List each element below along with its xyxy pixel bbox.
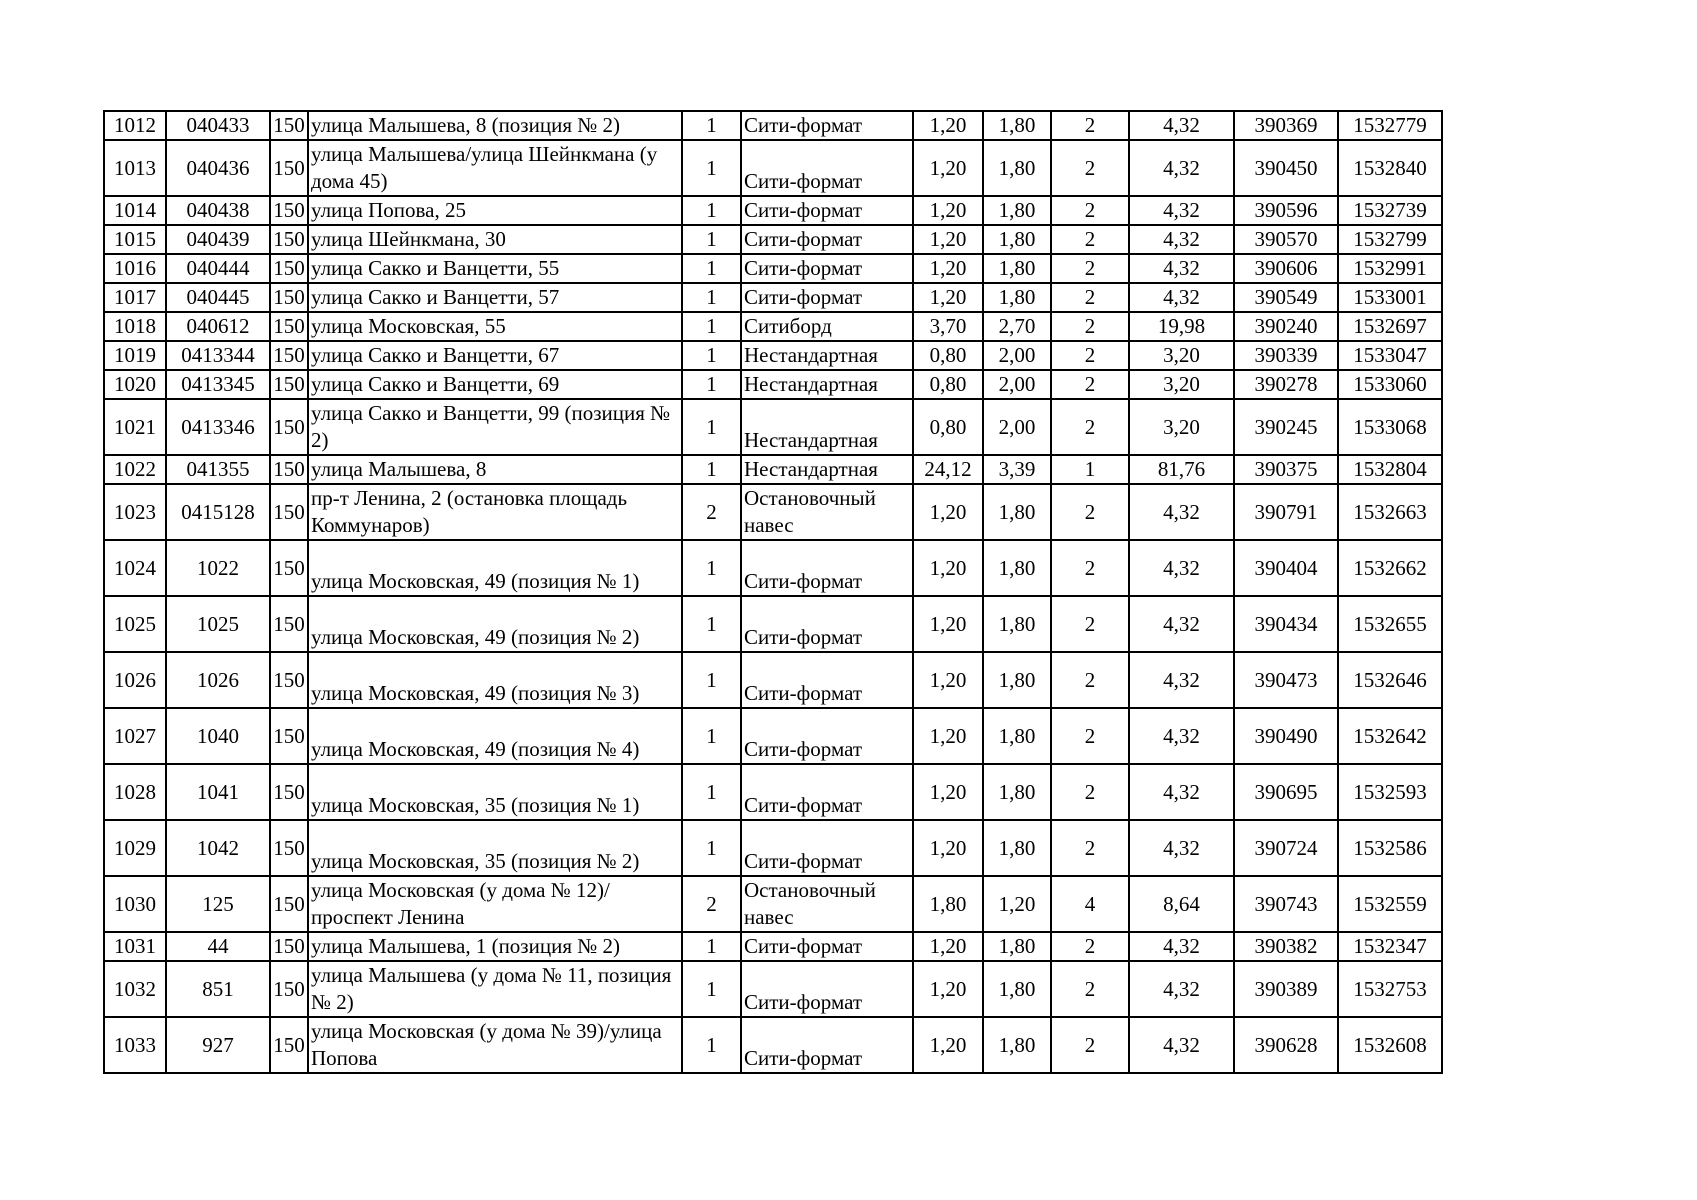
height-value: 1,80 bbox=[983, 540, 1051, 596]
table-row bbox=[104, 596, 1442, 652]
structure-code: 125 bbox=[166, 876, 270, 932]
table-row bbox=[104, 399, 1442, 455]
zone-value: 150 bbox=[270, 140, 308, 196]
height-value: 1,80 bbox=[983, 764, 1051, 820]
coord-x: 390434 bbox=[1234, 596, 1338, 652]
address: улица Малышева (у дома № 11, позиция № 2) bbox=[308, 961, 682, 1017]
table-row bbox=[104, 140, 1442, 196]
structure-code: 851 bbox=[166, 961, 270, 1017]
zone-value: 150 bbox=[270, 764, 308, 820]
width-value: 1,20 bbox=[913, 764, 983, 820]
zone-value: 150 bbox=[270, 399, 308, 455]
zone-value: 150 bbox=[270, 341, 308, 370]
width-value: 1,20 bbox=[913, 283, 983, 312]
height-value: 1,80 bbox=[983, 225, 1051, 254]
area-value: 3,20 bbox=[1129, 399, 1234, 455]
zone-value: 150 bbox=[270, 596, 308, 652]
sides-count: 1 bbox=[682, 111, 741, 140]
sides-count: 1 bbox=[682, 961, 741, 1017]
faces-count: 4 bbox=[1051, 876, 1129, 932]
structure-type: Сити-формат bbox=[741, 225, 913, 254]
row-number: 1025 bbox=[104, 596, 166, 652]
sides-count: 1 bbox=[682, 196, 741, 225]
faces-count: 2 bbox=[1051, 225, 1129, 254]
coord-y: 1532804 bbox=[1338, 455, 1442, 484]
structure-type: Сити-формат bbox=[741, 961, 913, 1017]
width-value: 1,20 bbox=[913, 652, 983, 708]
area-value: 4,32 bbox=[1129, 820, 1234, 876]
coord-x: 390339 bbox=[1234, 341, 1338, 370]
row-number: 1022 bbox=[104, 455, 166, 484]
zone-value: 150 bbox=[270, 196, 308, 225]
sides-count: 1 bbox=[682, 596, 741, 652]
row-number: 1026 bbox=[104, 652, 166, 708]
address: улица Московская, 55 bbox=[308, 312, 682, 341]
row-number: 1021 bbox=[104, 399, 166, 455]
row-number: 1027 bbox=[104, 708, 166, 764]
row-number: 1028 bbox=[104, 764, 166, 820]
faces-count: 2 bbox=[1051, 708, 1129, 764]
width-value: 1,20 bbox=[913, 596, 983, 652]
width-value: 1,20 bbox=[913, 484, 983, 540]
table-row bbox=[104, 961, 1442, 1017]
faces-count: 2 bbox=[1051, 932, 1129, 961]
height-value: 1,80 bbox=[983, 820, 1051, 876]
faces-count: 2 bbox=[1051, 254, 1129, 283]
width-value: 24,12 bbox=[913, 455, 983, 484]
zone-value: 150 bbox=[270, 820, 308, 876]
sides-count: 1 bbox=[682, 652, 741, 708]
row-number: 1015 bbox=[104, 225, 166, 254]
structure-type: Сити-формат bbox=[741, 254, 913, 283]
table-row bbox=[104, 196, 1442, 225]
width-value: 1,20 bbox=[913, 196, 983, 225]
zone-value: 150 bbox=[270, 961, 308, 1017]
coord-y: 1533068 bbox=[1338, 399, 1442, 455]
table-row bbox=[104, 932, 1442, 961]
height-value: 2,00 bbox=[983, 399, 1051, 455]
coord-x: 390570 bbox=[1234, 225, 1338, 254]
address: улица Попова, 25 bbox=[308, 196, 682, 225]
area-value: 4,32 bbox=[1129, 254, 1234, 283]
zone-value: 150 bbox=[270, 370, 308, 399]
area-value: 4,32 bbox=[1129, 596, 1234, 652]
coord-x: 390369 bbox=[1234, 111, 1338, 140]
sides-count: 1 bbox=[682, 932, 741, 961]
table-row bbox=[104, 341, 1442, 370]
address: улица Московская, 35 (позиция № 2) bbox=[308, 820, 682, 876]
structure-type: Сити-формат bbox=[741, 708, 913, 764]
area-value: 4,32 bbox=[1129, 140, 1234, 196]
coord-x: 390628 bbox=[1234, 1017, 1338, 1073]
row-number: 1014 bbox=[104, 196, 166, 225]
table-row bbox=[104, 283, 1442, 312]
sides-count: 1 bbox=[682, 254, 741, 283]
area-value: 4,32 bbox=[1129, 652, 1234, 708]
table-row bbox=[104, 540, 1442, 596]
address: улица Малышева, 1 (позиция № 2) bbox=[308, 932, 682, 961]
structure-type: Сити-формат bbox=[741, 820, 913, 876]
zone-value: 150 bbox=[270, 540, 308, 596]
faces-count: 2 bbox=[1051, 341, 1129, 370]
zone-value: 150 bbox=[270, 652, 308, 708]
coord-y: 1532840 bbox=[1338, 140, 1442, 196]
height-value: 1,80 bbox=[983, 652, 1051, 708]
coord-y: 1532642 bbox=[1338, 708, 1442, 764]
faces-count: 2 bbox=[1051, 140, 1129, 196]
height-value: 1,80 bbox=[983, 140, 1051, 196]
structure-code: 041355 bbox=[166, 455, 270, 484]
width-value: 1,20 bbox=[913, 961, 983, 1017]
faces-count: 2 bbox=[1051, 764, 1129, 820]
zone-value: 150 bbox=[270, 225, 308, 254]
structure-code: 040438 bbox=[166, 196, 270, 225]
faces-count: 2 bbox=[1051, 283, 1129, 312]
address: улица Московская (у дома № 39)/улица Попова bbox=[308, 1017, 682, 1073]
faces-count: 2 bbox=[1051, 596, 1129, 652]
structure-type: Сити-формат bbox=[741, 283, 913, 312]
zone-value: 150 bbox=[270, 876, 308, 932]
structure-code: 1026 bbox=[166, 652, 270, 708]
structure-code: 040439 bbox=[166, 225, 270, 254]
structure-code: 0413346 bbox=[166, 399, 270, 455]
row-number: 1029 bbox=[104, 820, 166, 876]
area-value: 3,20 bbox=[1129, 370, 1234, 399]
area-value: 4,32 bbox=[1129, 484, 1234, 540]
area-value: 81,76 bbox=[1129, 455, 1234, 484]
height-value: 1,80 bbox=[983, 961, 1051, 1017]
height-value: 1,80 bbox=[983, 111, 1051, 140]
address: улица Московская, 49 (позиция № 4) bbox=[308, 708, 682, 764]
faces-count: 2 bbox=[1051, 540, 1129, 596]
zone-value: 150 bbox=[270, 254, 308, 283]
coord-y: 1532347 bbox=[1338, 932, 1442, 961]
coord-y: 1532662 bbox=[1338, 540, 1442, 596]
width-value: 0,80 bbox=[913, 370, 983, 399]
height-value: 1,80 bbox=[983, 484, 1051, 540]
faces-count: 2 bbox=[1051, 820, 1129, 876]
structure-code: 040433 bbox=[166, 111, 270, 140]
coord-x: 390791 bbox=[1234, 484, 1338, 540]
coord-y: 1532779 bbox=[1338, 111, 1442, 140]
height-value: 1,80 bbox=[983, 196, 1051, 225]
zone-value: 150 bbox=[270, 455, 308, 484]
structure-code: 040445 bbox=[166, 283, 270, 312]
height-value: 2,70 bbox=[983, 312, 1051, 341]
sides-count: 1 bbox=[682, 820, 741, 876]
coord-x: 390606 bbox=[1234, 254, 1338, 283]
address: улица Шейнкмана, 30 bbox=[308, 225, 682, 254]
area-value: 4,32 bbox=[1129, 708, 1234, 764]
sides-count: 2 bbox=[682, 484, 741, 540]
row-number: 1018 bbox=[104, 312, 166, 341]
sides-count: 1 bbox=[682, 283, 741, 312]
structure-code: 1042 bbox=[166, 820, 270, 876]
faces-count: 2 bbox=[1051, 484, 1129, 540]
structure-code: 1040 bbox=[166, 708, 270, 764]
sides-count: 1 bbox=[682, 455, 741, 484]
width-value: 1,20 bbox=[913, 820, 983, 876]
address: улица Сакко и Ванцетти, 57 bbox=[308, 283, 682, 312]
width-value: 1,20 bbox=[913, 225, 983, 254]
sides-count: 1 bbox=[682, 225, 741, 254]
zone-value: 150 bbox=[270, 708, 308, 764]
row-number: 1019 bbox=[104, 341, 166, 370]
faces-count: 2 bbox=[1051, 370, 1129, 399]
address: улица Московская (у дома № 12)/проспект Ленина bbox=[308, 876, 682, 932]
structure-type: Сити-формат bbox=[741, 540, 913, 596]
area-value: 4,32 bbox=[1129, 961, 1234, 1017]
height-value: 1,80 bbox=[983, 1017, 1051, 1073]
structure-code: 927 bbox=[166, 1017, 270, 1073]
structure-type: Сити-формат bbox=[741, 140, 913, 196]
address: улица Малышева, 8 (позиция № 2) bbox=[308, 111, 682, 140]
sides-count: 2 bbox=[682, 876, 741, 932]
address: улица Московская, 49 (позиция № 1) bbox=[308, 540, 682, 596]
width-value: 1,20 bbox=[913, 254, 983, 283]
faces-count: 2 bbox=[1051, 196, 1129, 225]
table-row bbox=[104, 484, 1442, 540]
coord-y: 1533001 bbox=[1338, 283, 1442, 312]
table-row bbox=[104, 111, 1442, 140]
row-number: 1033 bbox=[104, 1017, 166, 1073]
sides-count: 1 bbox=[682, 399, 741, 455]
zone-value: 150 bbox=[270, 484, 308, 540]
height-value: 3,39 bbox=[983, 455, 1051, 484]
structure-type: Сити-формат bbox=[741, 596, 913, 652]
coord-x: 390724 bbox=[1234, 820, 1338, 876]
row-number: 1016 bbox=[104, 254, 166, 283]
structure-code: 1025 bbox=[166, 596, 270, 652]
width-value: 3,70 bbox=[913, 312, 983, 341]
table-row bbox=[104, 652, 1442, 708]
coord-y: 1532655 bbox=[1338, 596, 1442, 652]
coord-y: 1532663 bbox=[1338, 484, 1442, 540]
area-value: 3,20 bbox=[1129, 341, 1234, 370]
row-number: 1017 bbox=[104, 283, 166, 312]
structure-code: 040444 bbox=[166, 254, 270, 283]
area-value: 8,64 bbox=[1129, 876, 1234, 932]
coord-y: 1532559 bbox=[1338, 876, 1442, 932]
coord-x: 390549 bbox=[1234, 283, 1338, 312]
coord-y: 1532697 bbox=[1338, 312, 1442, 341]
area-value: 4,32 bbox=[1129, 540, 1234, 596]
area-value: 4,32 bbox=[1129, 764, 1234, 820]
height-value: 1,80 bbox=[983, 283, 1051, 312]
width-value: 1,20 bbox=[913, 708, 983, 764]
sides-count: 1 bbox=[682, 140, 741, 196]
faces-count: 2 bbox=[1051, 312, 1129, 341]
structure-code: 44 bbox=[166, 932, 270, 961]
coord-x: 390596 bbox=[1234, 196, 1338, 225]
structure-type: Ситиборд bbox=[741, 312, 913, 341]
structure-code: 0415128 bbox=[166, 484, 270, 540]
address: улица Малышева/улица Шейнкмана (у дома 45) bbox=[308, 140, 682, 196]
faces-count: 2 bbox=[1051, 1017, 1129, 1073]
height-value: 1,80 bbox=[983, 254, 1051, 283]
structure-type: Нестандартная bbox=[741, 370, 913, 399]
zone-value: 150 bbox=[270, 312, 308, 341]
coord-x: 390404 bbox=[1234, 540, 1338, 596]
faces-count: 2 bbox=[1051, 652, 1129, 708]
faces-count: 2 bbox=[1051, 961, 1129, 1017]
table-row bbox=[104, 225, 1442, 254]
height-value: 1,80 bbox=[983, 932, 1051, 961]
area-value: 4,32 bbox=[1129, 1017, 1234, 1073]
area-value: 4,32 bbox=[1129, 111, 1234, 140]
width-value: 1,20 bbox=[913, 932, 983, 961]
structure-type: Сити-формат bbox=[741, 932, 913, 961]
faces-count: 2 bbox=[1051, 111, 1129, 140]
structure-code: 0413344 bbox=[166, 341, 270, 370]
coord-x: 390473 bbox=[1234, 652, 1338, 708]
structure-code: 040436 bbox=[166, 140, 270, 196]
zone-value: 150 bbox=[270, 283, 308, 312]
sides-count: 1 bbox=[682, 540, 741, 596]
area-value: 4,32 bbox=[1129, 196, 1234, 225]
coord-y: 1532991 bbox=[1338, 254, 1442, 283]
coord-x: 390450 bbox=[1234, 140, 1338, 196]
structure-code: 0413345 bbox=[166, 370, 270, 399]
coord-y: 1532753 bbox=[1338, 961, 1442, 1017]
coord-x: 390490 bbox=[1234, 708, 1338, 764]
table-row bbox=[104, 455, 1442, 484]
width-value: 1,20 bbox=[913, 540, 983, 596]
address: улица Малышева, 8 bbox=[308, 455, 682, 484]
table-row bbox=[104, 708, 1442, 764]
width-value: 1,20 bbox=[913, 111, 983, 140]
row-number: 1032 bbox=[104, 961, 166, 1017]
coord-y: 1532586 bbox=[1338, 820, 1442, 876]
table-row bbox=[104, 820, 1442, 876]
structure-type: Сити-формат bbox=[741, 196, 913, 225]
width-value: 0,80 bbox=[913, 399, 983, 455]
faces-count: 2 bbox=[1051, 399, 1129, 455]
address: улица Московская, 49 (позиция № 3) bbox=[308, 652, 682, 708]
coord-x: 390278 bbox=[1234, 370, 1338, 399]
table-row bbox=[104, 764, 1442, 820]
coord-x: 390695 bbox=[1234, 764, 1338, 820]
coord-y: 1532646 bbox=[1338, 652, 1442, 708]
advertising-structures-table bbox=[103, 110, 1443, 1074]
area-value: 4,32 bbox=[1129, 225, 1234, 254]
address: пр-т Ленина, 2 (остановка площадь Коммунаров) bbox=[308, 484, 682, 540]
structure-code: 040612 bbox=[166, 312, 270, 341]
sides-count: 1 bbox=[682, 341, 741, 370]
sides-count: 1 bbox=[682, 312, 741, 341]
document-page bbox=[103, 110, 1443, 1074]
address: улица Сакко и Ванцетти, 69 bbox=[308, 370, 682, 399]
coord-y: 1532608 bbox=[1338, 1017, 1442, 1073]
height-value: 1,80 bbox=[983, 596, 1051, 652]
coord-x: 390389 bbox=[1234, 961, 1338, 1017]
structure-code: 1022 bbox=[166, 540, 270, 596]
zone-value: 150 bbox=[270, 111, 308, 140]
structure-type: Нестандартная bbox=[741, 399, 913, 455]
sides-count: 1 bbox=[682, 708, 741, 764]
structure-type: Нестандартная bbox=[741, 341, 913, 370]
faces-count: 1 bbox=[1051, 455, 1129, 484]
sides-count: 1 bbox=[682, 1017, 741, 1073]
coord-y: 1532739 bbox=[1338, 196, 1442, 225]
width-value: 1,20 bbox=[913, 1017, 983, 1073]
row-number: 1013 bbox=[104, 140, 166, 196]
coord-x: 390240 bbox=[1234, 312, 1338, 341]
structure-type: Сити-формат bbox=[741, 764, 913, 820]
address: улица Сакко и Ванцетти, 55 bbox=[308, 254, 682, 283]
zone-value: 150 bbox=[270, 932, 308, 961]
structure-type: Сити-формат bbox=[741, 1017, 913, 1073]
area-value: 4,32 bbox=[1129, 283, 1234, 312]
width-value: 1,80 bbox=[913, 876, 983, 932]
table-row bbox=[104, 370, 1442, 399]
height-value: 1,20 bbox=[983, 876, 1051, 932]
row-number: 1012 bbox=[104, 111, 166, 140]
row-number: 1030 bbox=[104, 876, 166, 932]
structure-type: Остановочный навес bbox=[741, 876, 913, 932]
coord-x: 390375 bbox=[1234, 455, 1338, 484]
height-value: 2,00 bbox=[983, 370, 1051, 399]
coord-x: 390743 bbox=[1234, 876, 1338, 932]
row-number: 1031 bbox=[104, 932, 166, 961]
structure-type: Сити-формат bbox=[741, 652, 913, 708]
coord-x: 390245 bbox=[1234, 399, 1338, 455]
table-row bbox=[104, 1017, 1442, 1073]
address: улица Московская, 35 (позиция № 1) bbox=[308, 764, 682, 820]
sides-count: 1 bbox=[682, 764, 741, 820]
width-value: 0,80 bbox=[913, 341, 983, 370]
row-number: 1023 bbox=[104, 484, 166, 540]
table-row bbox=[104, 254, 1442, 283]
structure-code: 1041 bbox=[166, 764, 270, 820]
coord-y: 1533060 bbox=[1338, 370, 1442, 399]
structure-type: Сити-формат bbox=[741, 111, 913, 140]
address: улица Сакко и Ванцетти, 99 (позиция № 2) bbox=[308, 399, 682, 455]
table-row bbox=[104, 876, 1442, 932]
area-value: 4,32 bbox=[1129, 932, 1234, 961]
structure-type: Остановочный навес bbox=[741, 484, 913, 540]
width-value: 1,20 bbox=[913, 140, 983, 196]
structure-type: Нестандартная bbox=[741, 455, 913, 484]
address: улица Московская, 49 (позиция № 2) bbox=[308, 596, 682, 652]
zone-value: 150 bbox=[270, 1017, 308, 1073]
coord-x: 390382 bbox=[1234, 932, 1338, 961]
sides-count: 1 bbox=[682, 370, 741, 399]
height-value: 2,00 bbox=[983, 341, 1051, 370]
address: улица Сакко и Ванцетти, 67 bbox=[308, 341, 682, 370]
coord-y: 1532799 bbox=[1338, 225, 1442, 254]
table-row bbox=[104, 312, 1442, 341]
row-number: 1020 bbox=[104, 370, 166, 399]
height-value: 1,80 bbox=[983, 708, 1051, 764]
coord-y: 1533047 bbox=[1338, 341, 1442, 370]
coord-y: 1532593 bbox=[1338, 764, 1442, 820]
row-number: 1024 bbox=[104, 540, 166, 596]
area-value: 19,98 bbox=[1129, 312, 1234, 341]
